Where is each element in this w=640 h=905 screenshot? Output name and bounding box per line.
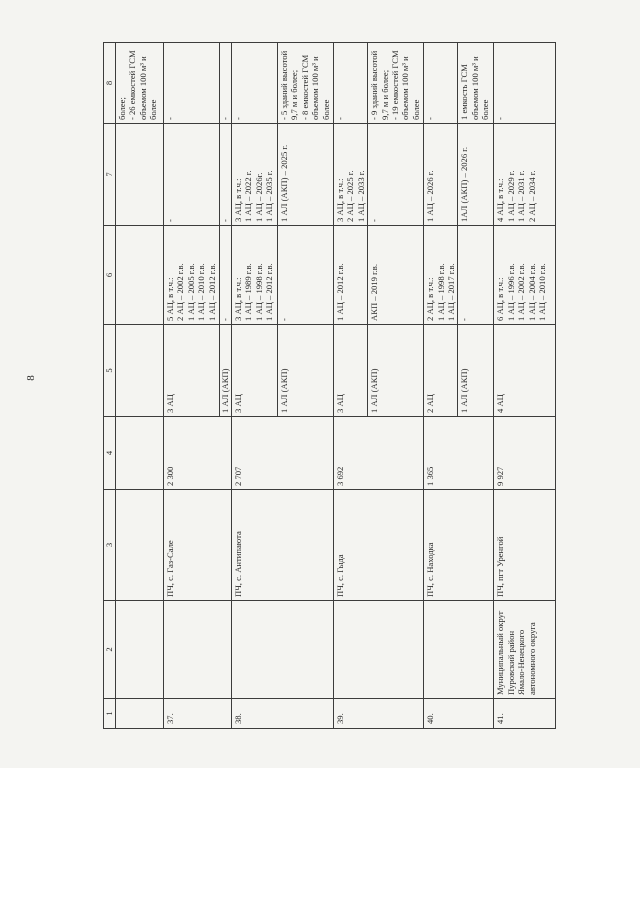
text-line: более: [410, 99, 421, 120]
cell: [116, 124, 164, 226]
planned-equipment-cell: [494, 124, 556, 226]
text-line: более: [320, 99, 331, 120]
text-line: объемом 100 м³ и: [310, 56, 321, 120]
text-line: - 5 зданий высотой: [279, 50, 289, 120]
text-line: 9,7 м и более;: [379, 69, 390, 120]
table-row: [494, 43, 556, 729]
text-line: - 19 емкостей ГСМ: [390, 50, 401, 120]
column-number: 6: [104, 226, 116, 325]
planned-equipment-cell: [334, 124, 368, 226]
available-equipment-cell: [424, 226, 458, 325]
planned-equipment-cell: 1 АЦ – 2026 г.: [424, 124, 458, 226]
cell: [116, 601, 164, 699]
text-line: 1 АЦ – 2012 г.в.: [264, 263, 275, 321]
required-equipment-cell: 1 АЛ (АКП): [368, 325, 424, 417]
notes-cell: -: [164, 43, 220, 124]
text-line: 2 АЦ – 2025 г.: [345, 170, 356, 222]
row-number: 41.: [494, 699, 556, 729]
planned-equipment-cell: -: [164, 124, 220, 226]
district-cell: [494, 601, 556, 699]
text-line: 1 АЦ – 1998 г.в.: [253, 263, 264, 321]
district-cell: [334, 601, 424, 699]
fire-station-cell: ПЧ, с. Гыда: [334, 490, 424, 601]
population-cell: 1 365: [424, 417, 494, 490]
column-number-row: [104, 43, 116, 729]
text-line: объемом 100 м³ и: [400, 56, 411, 120]
available-equipment-cell: [494, 226, 556, 325]
text-line: 3 АЦ, в т.ч.:: [233, 178, 243, 222]
text-line: 1 АЦ – 2002 г.в.: [516, 263, 527, 321]
notes-cell: -: [494, 43, 556, 124]
cell: [116, 325, 164, 417]
row-number: 40.: [424, 699, 494, 729]
column-number: 8: [104, 43, 116, 124]
district-cell: [164, 601, 232, 699]
text-line: - 8 емкостей ГСМ: [299, 54, 310, 120]
text-line: 2 АЦ – 2002 г.в.: [175, 263, 186, 321]
text-line: 1 АЦ – 1998 г.в.: [435, 263, 446, 321]
available-equipment-cell: [232, 226, 278, 325]
text-line: Ямало-Ненецкого: [516, 629, 527, 695]
text-line: 1 АЦ – 2010 г.в.: [537, 263, 548, 321]
required-equipment-cell: 1 АЛ (АКП): [220, 325, 232, 417]
text-line: - 26 емкостей ГСМ: [127, 50, 138, 120]
available-equipment-cell: -: [220, 226, 232, 325]
district-cell: [232, 601, 334, 699]
population-cell: 2 300: [164, 417, 232, 490]
text-line: объемом 100 м³ и: [137, 56, 148, 120]
text-line: 1 АЦ – 2022 г.: [243, 170, 254, 222]
text-line: 1 АЦ – 2031 г.: [516, 170, 527, 222]
notes-cell: [278, 43, 334, 124]
column-number: 4: [104, 417, 116, 490]
population-cell: 3 692: [334, 417, 424, 490]
fire-station-cell: ПЧ, с. Антипаюта: [232, 490, 334, 601]
row-number: 39.: [334, 699, 424, 729]
column-number: 2: [104, 601, 116, 699]
text-line: 1 АЦ – 2035 г.: [264, 170, 275, 222]
notes-cell: -: [220, 43, 232, 124]
column-number: 5: [104, 325, 116, 417]
text-line: 3 АЦ, в т.ч.:: [233, 277, 243, 321]
page-number: 8: [24, 375, 37, 381]
available-equipment-cell: АКП – 2019 г.в.: [368, 226, 424, 325]
text-line: 9,7 м и более;: [289, 69, 300, 120]
text-line: 1 АЦ – 1989 г.в.: [243, 263, 254, 321]
planned-equipment-cell: [232, 124, 278, 226]
row-number: 38.: [232, 699, 334, 729]
column-number: 3: [104, 490, 116, 601]
text-line: 1 АЦ – 2012 г.в.: [206, 263, 217, 321]
available-equipment-cell: -: [458, 226, 494, 325]
table-row-continued: [116, 43, 164, 729]
text-line: 1 АЦ – 1996 г.в.: [505, 263, 516, 321]
text-line: 1 АЦ – 2010 г.в.: [196, 263, 207, 321]
column-number: 7: [104, 124, 116, 226]
required-equipment-cell: 1 АЛ (АКП): [278, 325, 334, 417]
district-cell: [424, 601, 494, 699]
equipment-table: [103, 42, 556, 729]
text-line: Пуровский район: [505, 630, 516, 695]
text-line: 2 АЦ – 2034 г.: [526, 170, 537, 222]
text-line: 1 АЦ – 2004 г.в.: [526, 263, 537, 321]
required-equipment-cell: 3 АЦ: [232, 325, 278, 417]
text-line: объемом 100 м³ и: [469, 56, 480, 120]
text-line: 1 АЦ – 2033 г.: [355, 170, 366, 222]
notes-cell: [458, 43, 494, 124]
text-line: более: [148, 99, 159, 120]
text-line: автономного округа: [526, 622, 537, 695]
text-line: 4 АЦ, в т.ч.:: [495, 178, 506, 222]
fire-station-cell: ПЧ, с. Газ-Сале: [164, 490, 232, 601]
population-cell: 9 927: [494, 417, 556, 490]
available-equipment-cell: [164, 226, 220, 325]
text-line: 1 АЦ – 2029 г.: [505, 170, 516, 222]
planned-equipment-cell: -: [220, 124, 232, 226]
row-number: 37.: [164, 699, 232, 729]
column-number: 1: [104, 699, 116, 729]
available-equipment-cell: -: [278, 226, 334, 325]
text-line: 5 АЦ, в т.ч.:: [165, 277, 175, 321]
text-line: 1 емкость ГСМ: [459, 64, 470, 120]
notes-cell: -: [424, 43, 458, 124]
table-row: [334, 43, 368, 729]
cell: [116, 226, 164, 325]
required-equipment-cell: 3 АЦ: [334, 325, 368, 417]
fire-station-cell: ПЧ, с. Находка: [424, 490, 494, 601]
table-row: [232, 43, 278, 729]
text-line: 1 АЦ – 2005 г.в.: [185, 263, 196, 321]
text-line: более;: [117, 97, 127, 120]
text-line: - 9 зданий высотой: [369, 50, 380, 120]
notes-cell: -: [232, 43, 278, 124]
population-cell: 2 707: [232, 417, 334, 490]
text-line: 2 АЦ, в т.ч.:: [425, 277, 436, 321]
cell: [116, 490, 164, 601]
notes-cell: [368, 43, 424, 124]
required-equipment-cell: 2 АЦ: [424, 325, 458, 417]
fire-station-cell: ПЧ, пгт Уренгой: [494, 490, 556, 601]
notes-cell: [116, 43, 164, 124]
planned-equipment-cell: 1 АЛ (АКП) – 2025 г.: [278, 124, 334, 226]
cell: [116, 699, 164, 729]
cell: [116, 417, 164, 490]
text-line: Муниципальный округ: [495, 610, 506, 695]
text-line: 3 АЦ, в т.ч.:: [335, 178, 345, 222]
required-equipment-cell: 1 АЛ (АКП): [458, 325, 494, 417]
rotated-table-content: [103, 43, 548, 729]
required-equipment-cell: 3 АЦ: [164, 325, 220, 417]
required-equipment-cell: 4 АЦ: [494, 325, 556, 417]
planned-equipment-cell: -: [368, 124, 424, 226]
table-viewport: [103, 43, 548, 729]
text-line: 1 АЦ – 2026г.: [253, 172, 264, 222]
available-equipment-cell: 1 АЦ – 2012 г.в.: [334, 226, 368, 325]
table-row: [164, 43, 220, 729]
planned-equipment-cell: 1АЛ (АКП) – 2026 г.: [458, 124, 494, 226]
notes-cell: -: [334, 43, 368, 124]
table-row: [424, 43, 458, 729]
text-line: 1 АЦ – 2017 г.в.: [446, 263, 457, 321]
text-line: более: [480, 99, 491, 120]
text-line: 6 АЦ, в т.ч.:: [495, 277, 506, 321]
